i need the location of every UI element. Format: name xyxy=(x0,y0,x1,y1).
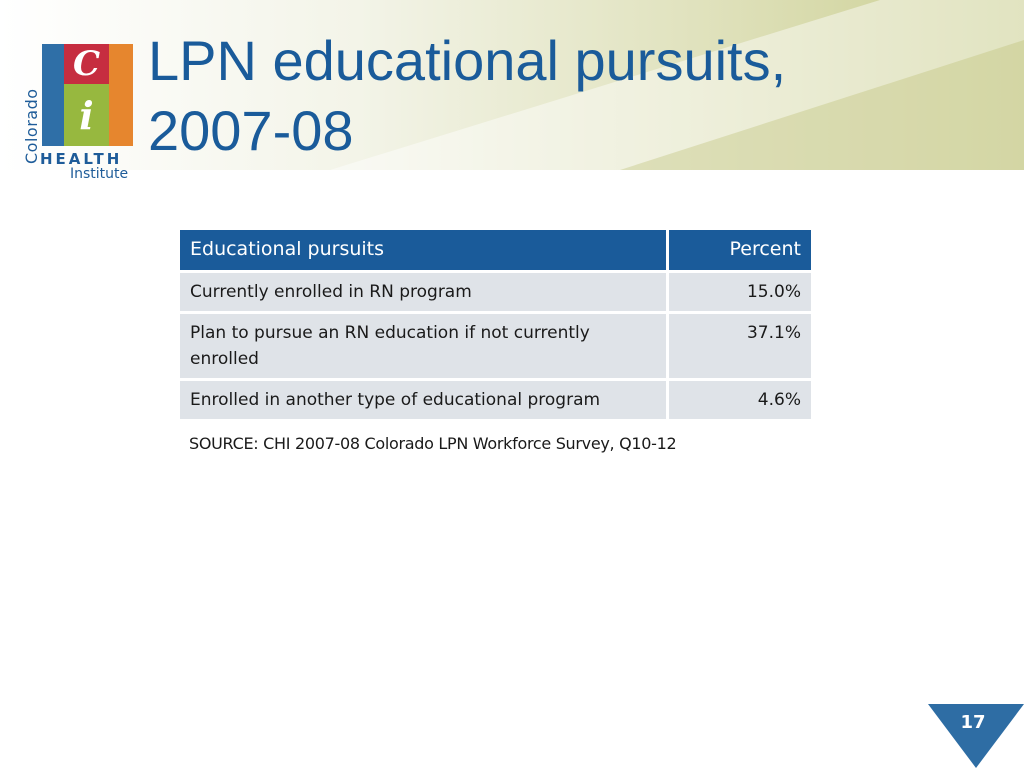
colorado-health-institute-logo xyxy=(8,22,130,182)
cell-pursuit: Currently enrolled in RN program xyxy=(180,272,668,313)
logo-institute-text: Institute xyxy=(70,166,129,182)
cell-percent: 15.0% xyxy=(668,272,811,313)
logo-orange-block xyxy=(109,44,133,146)
cell-percent: 37.1% xyxy=(668,313,811,380)
cell-pursuit: Enrolled in another type of educational program xyxy=(180,380,668,421)
logo-blue-block xyxy=(42,44,64,146)
table-row xyxy=(180,272,811,313)
cell-pursuit: Plan to pursue an RN education if not currently enrolled xyxy=(180,313,668,380)
logo-health-text: HEALTH xyxy=(40,150,123,168)
table-header-row xyxy=(180,230,811,272)
logo-colorado-text: Colorado xyxy=(22,88,41,164)
source-note: SOURCE: CHI 2007-08 Colorado LPN Workforce Survey, Q10-12 xyxy=(189,434,677,453)
page-number: 17 xyxy=(960,712,986,733)
educational-pursuits-table xyxy=(180,230,811,422)
cell-percent: 4.6% xyxy=(668,380,811,421)
table-row xyxy=(180,313,811,380)
slide-title-line-2: 2007-08 xyxy=(148,99,354,162)
logo-c-block: C xyxy=(64,44,109,84)
slide-title xyxy=(148,26,868,166)
header-educational-pursuits: Educational pursuits xyxy=(180,230,668,272)
header-percent: Percent xyxy=(668,230,811,272)
slide-title-line-1: LPN educational pursuits, xyxy=(148,29,787,92)
logo-i-block: i xyxy=(64,84,109,146)
table-row xyxy=(180,380,811,421)
